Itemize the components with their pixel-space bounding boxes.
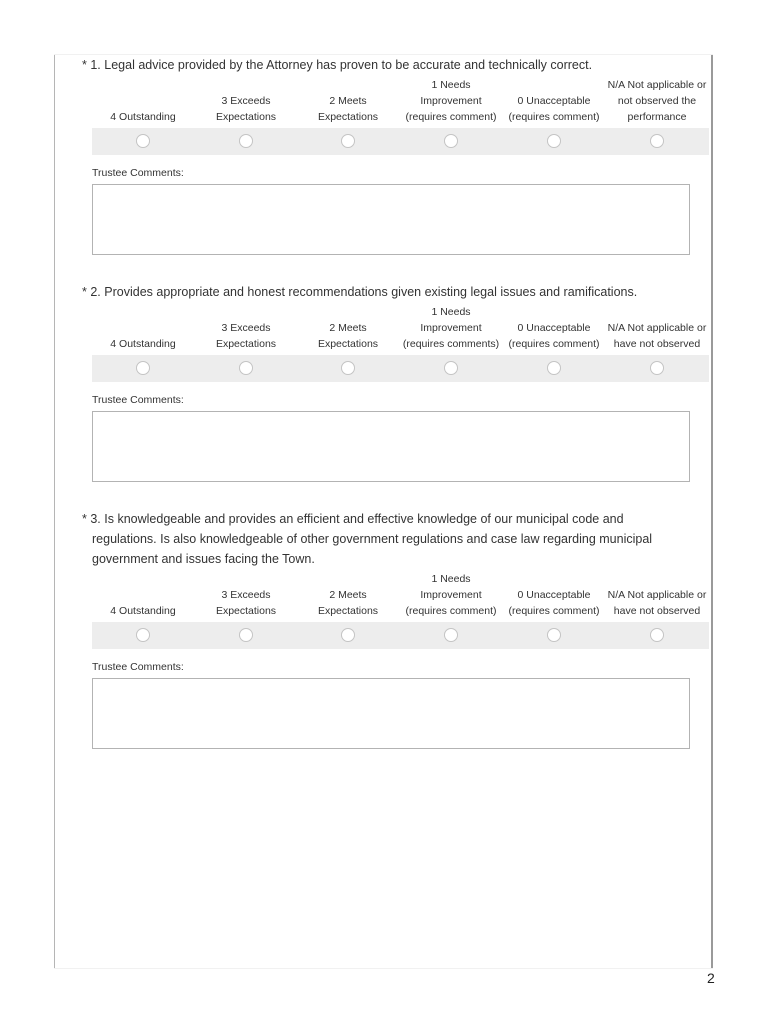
rating-option-label [91,109,195,125]
rating-option-label-line: 0 Unacceptable [517,95,591,107]
rating-option-label-line: N/A Not applicable or [607,322,707,334]
rating-option-label-line: Expectations [215,338,277,350]
rating-option-label-line: Expectations [317,111,379,123]
rating-radio-button[interactable] [650,134,664,148]
rating-option-label-line: 1 Needs [431,79,471,91]
rating-radio-button[interactable] [239,361,253,375]
rating-option-label [502,587,606,619]
rating-option-label [194,93,298,125]
page-number: 2 [707,970,715,986]
rating-radio-button[interactable] [547,134,561,148]
required-star: * [82,58,87,72]
rating-radio-row [92,355,709,382]
rating-option-label-line: N/A Not applicable or [607,589,707,601]
rating-option-label-line: Expectations [215,111,277,123]
rating-option-label-line: (requires comment) [508,338,600,350]
page-frame-left [54,55,55,969]
rating-option-label-line: (requires comment) [405,111,497,123]
rating-radio-button[interactable] [136,361,150,375]
required-star: * [82,512,87,526]
comments-label: Trustee Comments: [92,167,184,179]
rating-option-label-line: 4 Outstanding [110,605,176,617]
rating-radio-button[interactable] [547,628,561,642]
rating-radio-button[interactable] [239,134,253,148]
rating-option-label-line: have not observed [613,605,701,617]
trustee-comments-input[interactable] [92,678,690,749]
rating-option-label [605,320,709,352]
rating-scale-header [82,77,712,125]
question-2 [82,282,712,482]
rating-scale-header [82,304,712,352]
question-1 [82,55,712,255]
rating-option-label [194,320,298,352]
rating-option-label-line: Expectations [317,338,379,350]
rating-option-label [296,587,400,619]
rating-option-label-line: 4 Outstanding [110,111,176,123]
rating-radio-row [92,622,709,649]
rating-radio-button[interactable] [136,134,150,148]
rating-option-label-line: not observed the [617,95,697,107]
required-star: * [82,285,87,299]
question-title [82,55,662,75]
rating-option-label-line: (requires comment) [508,111,600,123]
rating-option-label [605,77,709,125]
rating-radio-button[interactable] [341,361,355,375]
rating-option-label [91,603,195,619]
rating-option-label-line: 4 Outstanding [110,338,176,350]
rating-option-label [194,587,298,619]
rating-option-label-line: 3 Exceeds [221,322,271,334]
rating-radio-button[interactable] [239,628,253,642]
rating-option-label [399,304,503,352]
rating-option-label-line: 1 Needs [431,306,471,318]
rating-radio-button[interactable] [547,361,561,375]
rating-radio-row [92,128,709,155]
rating-radio-button[interactable] [341,134,355,148]
rating-option-label-line: Expectations [215,605,277,617]
rating-option-label-line: 0 Unacceptable [517,322,591,334]
rating-radio-button[interactable] [444,134,458,148]
rating-option-label [502,93,606,125]
rating-option-label-line: Improvement [420,95,482,107]
question-text: 3. Is knowledgeable and provides an efficient and effective knowledge of our municipal code and regulations. Is also knowledgeable of other government regulations and case law regarding municipal government and issues facing the Town. [90,512,653,566]
question-text: 1. Legal advice provided by the Attorney has proven to be accurate and technically correct. [90,58,593,72]
rating-option-label-line: 2 Meets [329,589,367,601]
rating-option-label [399,77,503,125]
trustee-comments-input[interactable] [92,411,690,482]
rating-option-label [91,336,195,352]
rating-scale-header [82,571,712,619]
rating-option-label-line: 1 Needs [431,573,471,585]
rating-radio-button[interactable] [444,628,458,642]
question-text: 2. Provides appropriate and honest recommendations given existing legal issues and ramifications. [90,285,638,299]
question-3 [82,509,712,749]
rating-radio-button[interactable] [341,628,355,642]
rating-option-label-line: 2 Meets [329,95,367,107]
rating-option-label-line: N/A Not applicable or [607,79,707,91]
rating-radio-button[interactable] [650,628,664,642]
rating-radio-button[interactable] [136,628,150,642]
rating-option-label [296,93,400,125]
rating-option-label-line: performance [627,111,687,123]
rating-option-label-line: have not observed [613,338,701,350]
rating-option-label-line: 2 Meets [329,322,367,334]
rating-option-label-line: (requires comment) [405,605,497,617]
rating-option-label-line: (requires comments) [402,338,500,350]
rating-option-label-line: 0 Unacceptable [517,589,591,601]
question-title [82,509,662,569]
question-title [82,282,662,302]
rating-option-label-line: 3 Exceeds [221,589,271,601]
trustee-comments-input[interactable] [92,184,690,255]
rating-option-label [399,571,503,619]
page-frame-bottom [54,968,713,969]
rating-radio-button[interactable] [444,361,458,375]
rating-option-label-line: Improvement [420,322,482,334]
rating-option-label [605,587,709,619]
comments-label: Trustee Comments: [92,394,184,406]
rating-radio-button[interactable] [650,361,664,375]
rating-option-label [296,320,400,352]
rating-option-label-line: Improvement [420,589,482,601]
rating-option-label-line: 3 Exceeds [221,95,271,107]
comments-label: Trustee Comments: [92,661,184,673]
rating-option-label [502,320,606,352]
rating-option-label-line: (requires comment) [508,605,600,617]
rating-option-label-line: Expectations [317,605,379,617]
